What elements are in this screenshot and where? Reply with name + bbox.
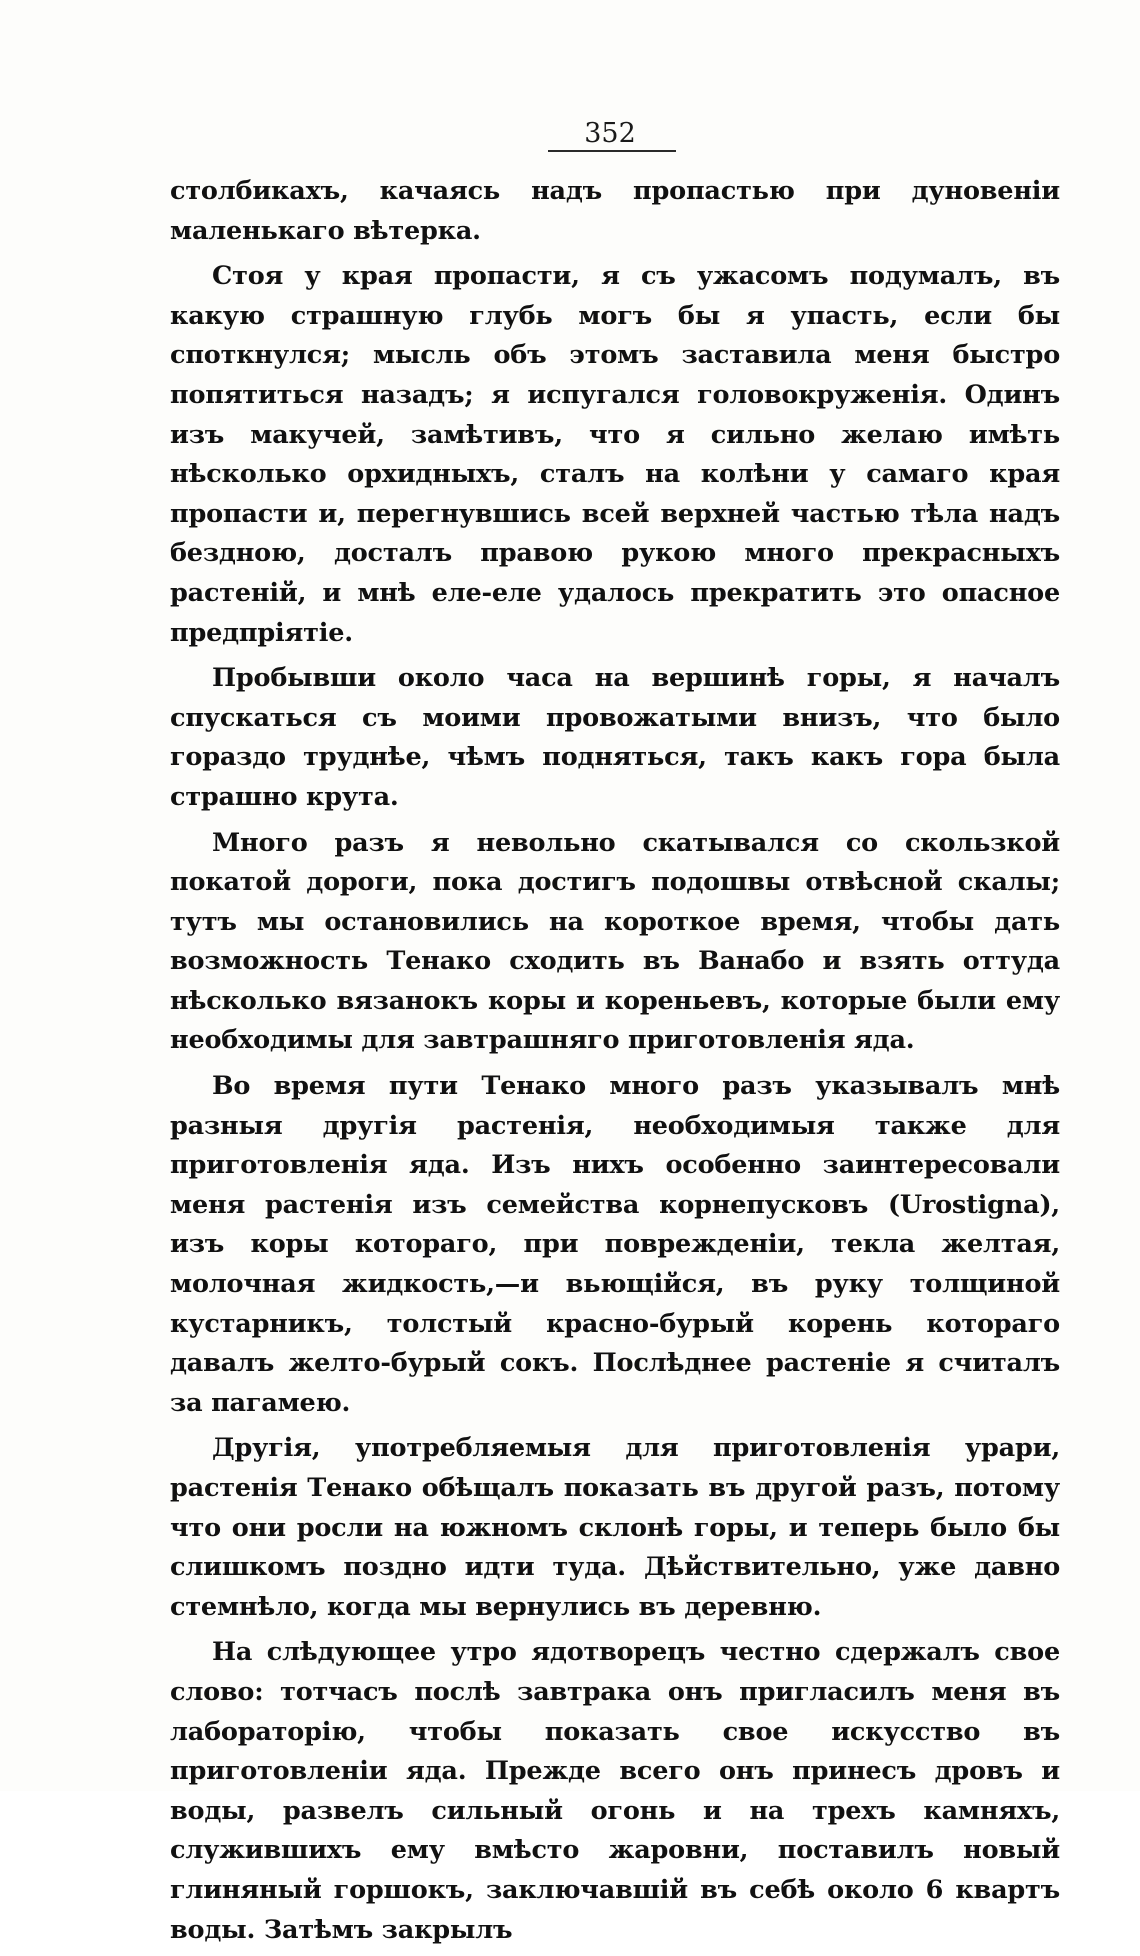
paragraph-5: Во время пути Тенако много разъ указывалъ мнѣ разныя другія растенія, необходимыя также для приготовленія яда. Изъ нихъ особенно заинтересовали меня растенія изъ семейства корнепусковъ (Urostigna), изъ коры котораго, при поврежденіи, текла желтая, молочная жидкость,—и вьющійся, въ руку толщиной кустарникъ, толстый красно-бурый корень котораго давалъ желто-бурый сокъ. Послѣднее растеніе я считалъ за пагамею.: [170, 1071, 1060, 1418]
paragraph-4: Много разъ я невольно скатывался со скользкой покатой дороги, пока достигъ подошвы отвѣсной скалы; тутъ мы остановились на короткое время, чтобы дать возможность Тенако сходить въ Ванабо и взять оттуда нѣсколько вязанокъ коры и кореньевъ, которые были ему необходимы для завтрашняго приготовленія яда.: [170, 827, 1060, 1056]
header-rule: [548, 150, 676, 152]
paragraph-3: Пробывши около часа на вершинѣ горы, я началъ спускаться съ моими провожатыми внизъ, что было гораздо труднѣе, чѣмъ подняться, такъ какъ гора была страшно крута.: [170, 663, 1060, 812]
page-number: 352: [584, 118, 636, 149]
body-text: [170, 172, 1060, 1956]
paragraph-6: Другія, употребляемыя для приготовленія урари, растенія Тенако обѣщалъ показать въ другой разъ, потому что они росли на южномъ склонѣ горы, и теперь было бы слишкомъ поздно идти туда. Дѣйствительно, уже давно стемнѣло, когда мы вернулись въ деревню.: [170, 1433, 1060, 1622]
paragraph-1: столбикахъ, качаясь надъ пропастью при дуновеніи маленькаго вѣтерка.: [170, 176, 1060, 246]
paragraph-7: На слѣдующее утро ядотворецъ честно сдержалъ свое слово: тотчасъ послѣ завтрака онъ пригласилъ меня въ лабораторію, чтобы показать свое искусство въ приготовленіи яда. Прежде всего онъ принесъ дровъ и воды, развелъ сильный огонь и на трехъ камняхъ, служившихъ ему вмѣсто жаровни, поставилъ новый глиняный горшокъ, заключавшій въ себѣ около 6 квартъ воды. Затѣмъ закрылъ: [170, 1637, 1060, 1945]
paragraph-2: Стоя у края пропасти, я съ ужасомъ подумалъ, въ какую страшную глубь могъ бы я упасть, если бы споткнулся; мысль объ этомъ заставила меня быстро попятиться назадъ; я испугался головокруженія. Одинъ изъ макучей, замѣтивъ, что я сильно желаю имѣть нѣсколько орхидныхъ, сталъ на колѣни у самаго края пропасти и, перегнувшись всей верхней частью тѣла надъ бездною, досталъ правою рукою много прекрасныхъ растеній, и мнѣ еле-еле удалось прекратить это опасное предпріятіе.: [170, 261, 1060, 648]
